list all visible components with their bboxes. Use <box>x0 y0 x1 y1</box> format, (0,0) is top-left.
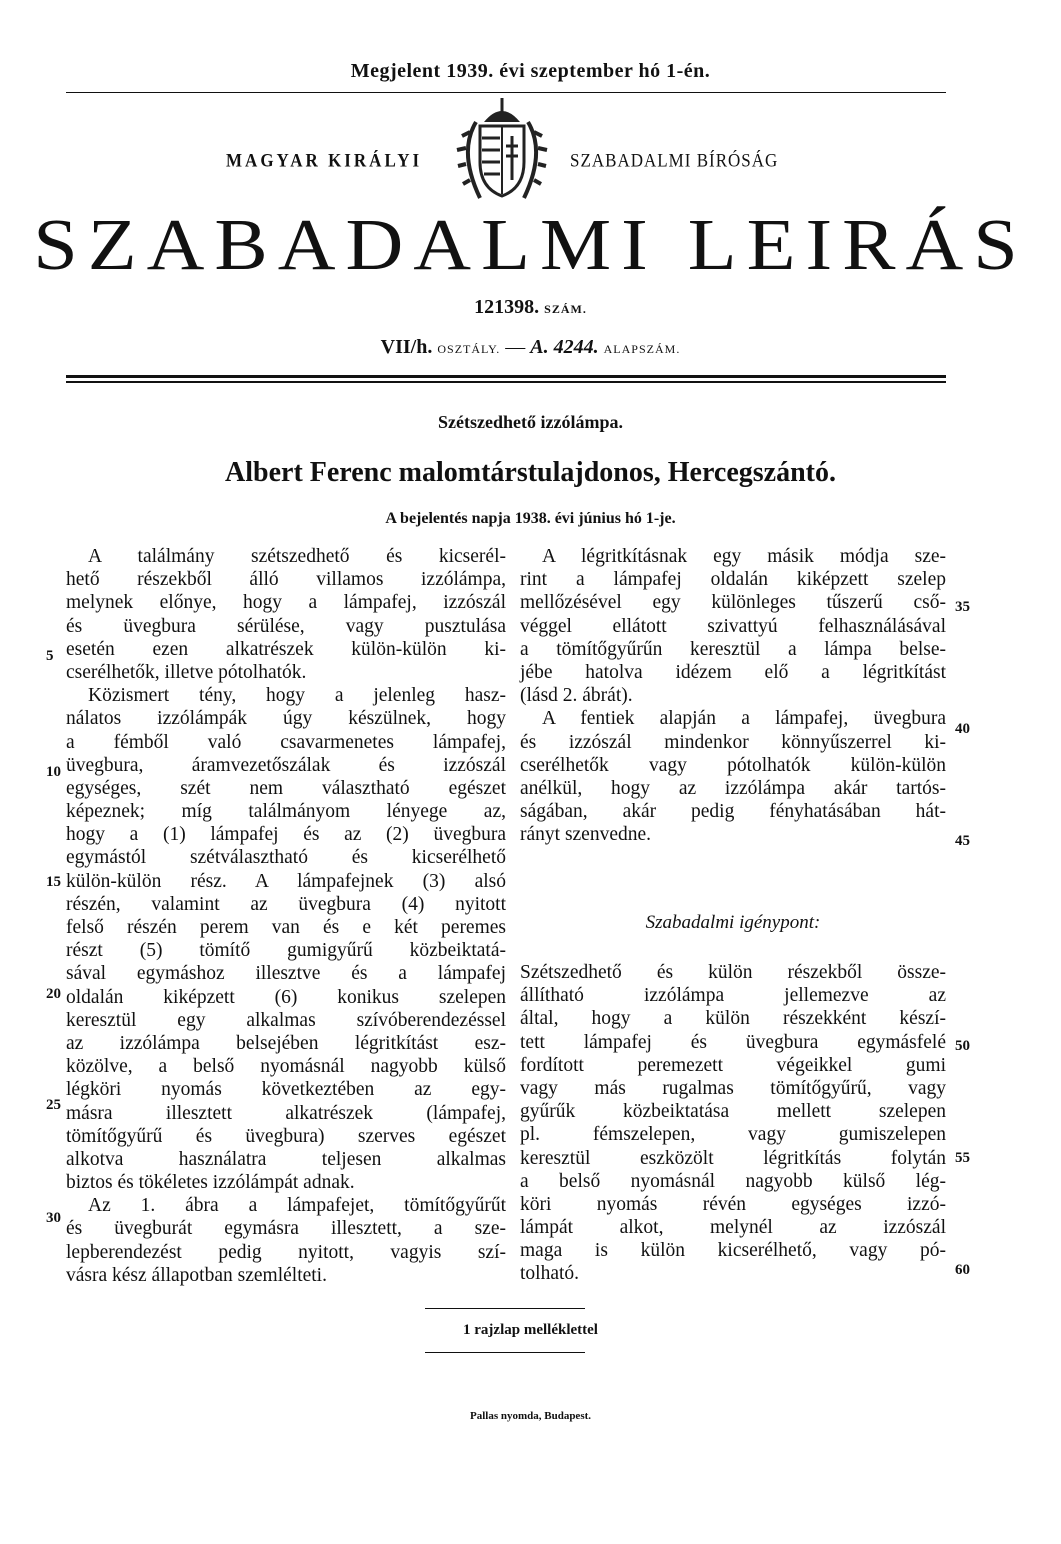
text-line: (lásd 2. ábrát). <box>520 685 633 707</box>
text-line: másra illesztett alkatrészek (lámpafej, <box>66 1102 506 1124</box>
text-line: keresztül eszközölt légritkítás folytán <box>520 1147 946 1169</box>
publication-date: Megjelent 1939. évi szeptember hó 1-én. <box>350 60 711 82</box>
claim-text <box>520 961 946 1286</box>
class-label: OSZTÁLY. <box>437 342 501 356</box>
text-line: állítható izzólámpa jellemezve az <box>520 985 946 1007</box>
attachment-note: 1 rajzlap melléklettel <box>463 1322 598 1338</box>
text-line: üvegbura, áramvezetőszálak és izzószál <box>66 754 506 776</box>
text-line: légköri nyomás következtében az egy- <box>66 1079 506 1101</box>
text-line: a fémből való csavarmenetes lámpafej, <box>66 731 506 753</box>
text-line: közölve, a belső nyomásnál nagyobb külső <box>66 1056 506 1078</box>
text-line: biztos és tökéletes izzólámpát adnak. <box>66 1172 355 1194</box>
text-line: hető részekből álló villamos izzólámpa, <box>66 569 506 591</box>
line-number: 15 <box>46 874 61 890</box>
text-line: Közismert tény, hogy a jelenleg hasz- <box>88 685 506 707</box>
line-number: 50 <box>955 1038 970 1054</box>
coat-of-arms-icon <box>440 92 564 216</box>
text-line: tett lámpafej és üvegbura egymásfelé <box>520 1031 946 1053</box>
description-right-column <box>520 545 946 846</box>
line-number: 20 <box>46 986 61 1002</box>
text-line: és üvegbura sérülése, vagy pusztulása <box>66 615 506 637</box>
text-line: és üvegburát egymásra illesztett, a sze- <box>66 1218 506 1240</box>
text-line: anélkül, hogy az izzólámpa akár tartós- <box>520 777 946 799</box>
patent-number-value: 121398. <box>474 296 540 318</box>
text-line: az izzólámpa belsejében légritkítást esz- <box>66 1032 506 1054</box>
text-line: jébe hatolva idézem elő a légritkítást <box>520 661 946 683</box>
text-line: részén, valamint az üvegbura (4) nyitott <box>66 893 506 915</box>
issuer-right-label: SZABADALMI BÍRÓSÁG <box>570 150 779 171</box>
invention-title: Szétszedhető izzólámpa. <box>438 412 623 432</box>
line-number: 5 <box>46 648 54 664</box>
text-line: gyűrűk közbeiktatása mellett szelepen <box>520 1101 946 1123</box>
text-line: A találmány szétszedhető és kicserél- <box>88 546 506 567</box>
claim-heading: Szabadalmi igénypont: <box>645 912 821 933</box>
text-line: tolható. <box>520 1263 580 1285</box>
text-line: Szétszedhető és külön részekből össze- <box>520 962 946 983</box>
text-line: A fentiek alapján a lámpafej, üvegbura <box>542 708 946 730</box>
text-line: által, hogy a külön részekként készí- <box>520 1008 946 1030</box>
line-number: 10 <box>46 764 61 780</box>
text-line: rint a lámpafej oldalán kiképzett szelep <box>520 569 946 591</box>
base-label: ALAPSZÁM. <box>603 342 681 356</box>
class-value: VII/h. <box>380 336 433 358</box>
dash: — <box>505 336 526 358</box>
text-line: képeznek; míg találmányom lényege az, <box>66 801 506 823</box>
patent-number-label: SZÁM. <box>544 302 587 316</box>
text-line: részt (5) tömítő gumigyűrű közbeiktatá- <box>66 940 506 962</box>
text-line: egymástól szétválasztható és kicserélhető <box>66 847 506 869</box>
text-line: a tömítőgyűrűn keresztül a lámpa belse- <box>520 638 946 660</box>
applicant: Albert Ferenc malomtárstulajdonos, Hercegszántó. <box>225 457 836 488</box>
text-line: lepberendezést pedig nyitott, vagyis szí- <box>66 1241 506 1263</box>
divider <box>425 1352 585 1353</box>
text-line: keresztül egy alkalmas szívóberendezéssel <box>66 1009 506 1031</box>
text-line: külön-külön rész. A lámpafejnek (3) alsó <box>66 870 506 892</box>
description-left-column <box>66 545 506 1287</box>
text-line: a belső nyomásnál nagyobb külső lég- <box>520 1170 946 1192</box>
text-line: sával egymáshoz illesztve és a lámpafej <box>66 963 506 985</box>
text-line: cserélhetők, illetve pótolhatók. <box>66 661 307 683</box>
patent-number <box>0 296 1061 319</box>
document-title: SZABADALMI LEIRÁS <box>33 204 1028 286</box>
text-line: lámpát alkot, melynél az izzószál <box>520 1217 946 1239</box>
printer-imprint: Pallas nyomda, Budapest. <box>469 1410 592 1422</box>
line-number: 55 <box>955 1150 970 1166</box>
text-line: oldalán kiképzett (6) konikus szelepen <box>66 986 506 1008</box>
classification <box>0 336 1061 359</box>
base-number: A. 4244. <box>530 336 599 358</box>
text-line: alkotva használatra teljesen alkalmas <box>66 1148 506 1170</box>
text-line: és izzószál mindenkor könnyűszerrel ki- <box>520 731 946 753</box>
text-line: nálatos izzólámpák úgy készülnek, hogy <box>66 708 506 730</box>
text-line: hogy a (1) lámpafej és az (2) üvegbura <box>66 824 506 846</box>
line-number: 40 <box>955 721 970 737</box>
text-line: felső részén perem van és e két peremes <box>66 917 506 938</box>
text-line: vagy más rugalmas tömítőgyűrű, vagy <box>520 1077 946 1099</box>
text-line: melynek előnye, hogy a lámpafej, izzószál <box>66 592 506 614</box>
text-line: ságában, akár pedig fényhatásában hát- <box>520 801 946 823</box>
text-line: fordított peremezett végeikkel gumi <box>520 1054 946 1076</box>
text-line: Az 1. ábra a lámpafejet, tömítőgyűrűt <box>88 1195 506 1217</box>
text-line: pl. fémszelepen, vagy gumiszelepen <box>520 1124 946 1146</box>
line-number: 60 <box>955 1262 970 1278</box>
line-number: 45 <box>955 833 970 849</box>
filing-date: A bejelentés napja 1938. évi június hó 1-je. <box>385 510 676 527</box>
double-rule-top <box>66 375 946 378</box>
line-number: 35 <box>955 599 970 615</box>
line-number: 30 <box>46 1210 61 1226</box>
divider <box>425 1308 585 1309</box>
line-number: 25 <box>46 1097 61 1113</box>
text-line: vásra kész állapotban szemlélteti. <box>66 1264 327 1286</box>
text-line: esetén ezen alkatrészek külön-külön ki- <box>66 638 506 660</box>
text-line: tömítőgyűrű és üvegbura) szerves egészet <box>66 1125 506 1147</box>
text-line: maga is külön kicserélhető, vagy pó- <box>520 1240 946 1262</box>
text-line: véggel ellátott szivattyú felhasználásával <box>520 615 946 637</box>
text-line: cserélhetők vagy pótolhatók külön-külön <box>520 754 946 776</box>
text-line: köri nyomás révén egységes izzó- <box>520 1193 946 1215</box>
double-rule-bottom <box>66 381 946 383</box>
issuer-left-label: MAGYAR KIRÁLYI <box>226 150 423 171</box>
text-line: rányt szenvedne. <box>520 824 652 846</box>
text-line: A légritkításnak egy másik módja sze- <box>542 546 946 567</box>
text-line: mellőzésével egy különleges tűszerű cső- <box>520 592 946 614</box>
text-line: egységes, szét nem választható egészet <box>66 777 506 799</box>
